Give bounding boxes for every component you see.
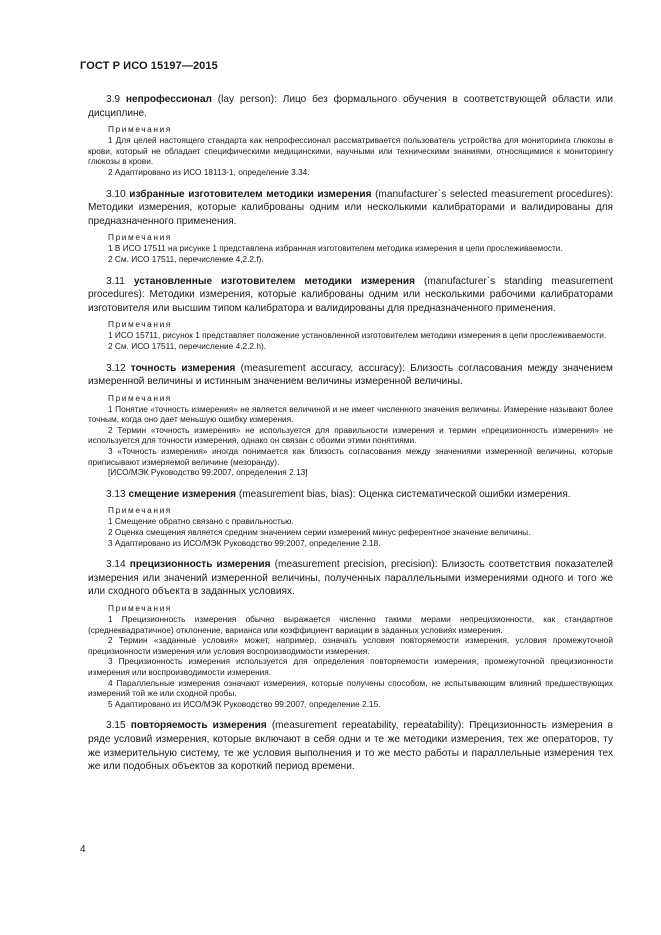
- term-definition-text: (measurement accuracy, accuracy): Близость согласования между значением измеренной величины и истинным значением величины измеренной величины.: [88, 362, 613, 388]
- notes-heading: Примечания: [108, 505, 172, 516]
- notes-heading: Примечания: [108, 232, 172, 243]
- term-number: 3.15: [106, 720, 126, 732]
- notes-heading: Примечания: [108, 124, 172, 135]
- term-section: [88, 275, 613, 352]
- term-definition: [88, 488, 613, 502]
- term-number: 3.11: [106, 275, 125, 287]
- document-header: ГОСТ Р ИСО 15197—2015: [80, 60, 218, 72]
- note-item: 1 Для целей настоящего стандарта как непрофессионал рассматривается пользователь устройства для мониторинга глюкозы в крови, который не обладает специфическими медицинскими, научными или техническими знаниями, относящимися к мониторингу глюкозы в крови.: [88, 135, 613, 167]
- notes-heading: Примечания: [108, 603, 172, 613]
- term-number: 3.9: [106, 94, 121, 105]
- term-section: [88, 362, 613, 478]
- term-section: [88, 719, 613, 773]
- note-item: 5 Адаптировано из ИСО/МЭК Руководство 99:2007, определение 2.15.: [108, 698, 381, 709]
- note-item: 1 Прецизионность измерения обычно выражается численно такими мерами непрецизионности, как стандартное (среднеквадратичное) отклонение, варианса или коэффициент вариации в заданных условиях измерения.: [88, 614, 613, 635]
- term-name: смещение измерения: [128, 488, 237, 500]
- term-section: [88, 558, 613, 709]
- notes-heading: Примечания: [108, 392, 172, 403]
- term-section: [88, 188, 613, 265]
- term-definition: [88, 275, 613, 316]
- note-item: 2 Адаптировано из ИСО 18113-1, определение 3.34.: [108, 166, 310, 177]
- term-section: [88, 93, 613, 178]
- term-definition-text: (measurement precision, precision): Близость соответствия показателей измерения или значений измеренной величины, полученных параллельными измерениями одного и того же или сходного объекта в заданных условиях.: [88, 559, 613, 598]
- note-item: 2 Термин «заданные условия» может, например, означать условия повторяемости измерения, условия промежуточной прецизионности измерения или условия воспроизводимости измерения.: [88, 635, 613, 656]
- term-definition-text: (manufacturer`s selected measurement procedures): Методики измерения, которые калиброваны одним или несколькими калибраторами и валидированы для предназначенного применения.: [88, 188, 614, 227]
- note-item: 3 «Точность измерения» иногда понимается как близость согласования между значениями измеренной величины, которые приписывают измеряемой величине (мезоранду).: [88, 446, 613, 467]
- term-name: установленные изготовителем методики измерения: [133, 275, 415, 287]
- note-item: 1 ИСО 15711, рисунок 1 представляет положение установленной изготовителем методики измерения в цепи прослеживаемости.: [108, 330, 607, 341]
- term-number: 3.10: [106, 188, 126, 200]
- term-definition-text: (measurement bias, bias): Оценка систематической ошибки измерения.: [238, 488, 571, 500]
- term-number: 3.14: [106, 559, 126, 571]
- term-definition: [88, 93, 613, 120]
- document-body: [88, 93, 613, 784]
- note-item: 2 См. ИСО 17511, перечисление 4.2.2.h).: [108, 340, 267, 351]
- note-item: [ИСО/МЭК Руководство 99:2007, определения 2.13]: [108, 467, 308, 478]
- term-name: непрофессионал: [125, 94, 212, 105]
- note-item: 3 Прецизионность измерения используется для определения повторяемости измерения, промежуточной прецизионности измерения или воспроизводимости измерения.: [88, 656, 613, 677]
- note-item: 2 Термин «точность измерения» не используется для правильности измерения и термин «прецизионность измерения» не используется для точности измерения, однако он связан с обоими этими понятиями.: [88, 424, 613, 446]
- note-item: 4 Параллельные измерения означают измерения, которые получены способом, не испытывающим влияний предшествующих измерений той же или сходной пробы.: [88, 677, 613, 699]
- term-number: 3.12: [106, 362, 126, 374]
- note-item: 3 Адаптировано из ИСО/МЭК Руководство 99:2007, определение 2.18.: [108, 537, 381, 548]
- note-item: 1 Смещение обратно связано с правильностью.: [108, 516, 294, 527]
- term-definition-text: (manufacturer`s standing measurement procedures): Методики измерения, которые калиброваны одним или несколькими рабочими калибраторами изготовителя или высшим типом калибратора и валидированы для предназначенного применения.: [88, 275, 613, 314]
- term-definition: [88, 362, 613, 389]
- note-item: 1 Понятие «точность измерения» не является величиной и не имеет численного значения величины. Измерение называют более точным, когда оно дает меньшую ошибку измерения.: [88, 403, 613, 425]
- term-name: избранные изготовителем методики измерения: [129, 188, 372, 200]
- note-item: 2 См. ИСО 17511, перечисление 4,2.2.f).: [108, 253, 264, 264]
- note-item: 2 Оценка смещения является средним значением серии измерений минус референтное значение величины.: [108, 527, 531, 538]
- term-name: повторяемость измерения: [130, 720, 267, 732]
- term-definition: [88, 719, 613, 773]
- notes-heading: Примечания: [108, 319, 172, 330]
- term-definition-text: (lay person): Лицо без формального обучения в соответствующей области или дисциплине.: [88, 94, 614, 119]
- page-number: 4: [80, 844, 86, 855]
- term-section: [88, 488, 613, 548]
- term-number: 3.13: [106, 488, 126, 500]
- note-item: 1 В ИСО 17511 на рисунке 1 представлена избранная изготовителем методика измерения в цепи прослеживаемости.: [108, 243, 563, 254]
- term-name: точность измерения: [130, 362, 236, 374]
- term-definition: [88, 558, 613, 599]
- term-definition: [88, 188, 613, 229]
- term-definition-text: (measurement repeatability, repeatability): Прецизионность измерения в ряде условий измерения, которые включают в себя одни и те же методики измерения, тех же операторов, ту же измерительную систему, те же условия выполнения и то же место работы и параллельные измерения тех же или подобных объектов за короткий период времени.: [88, 720, 613, 773]
- term-name: прецизионность измерения: [129, 559, 271, 571]
